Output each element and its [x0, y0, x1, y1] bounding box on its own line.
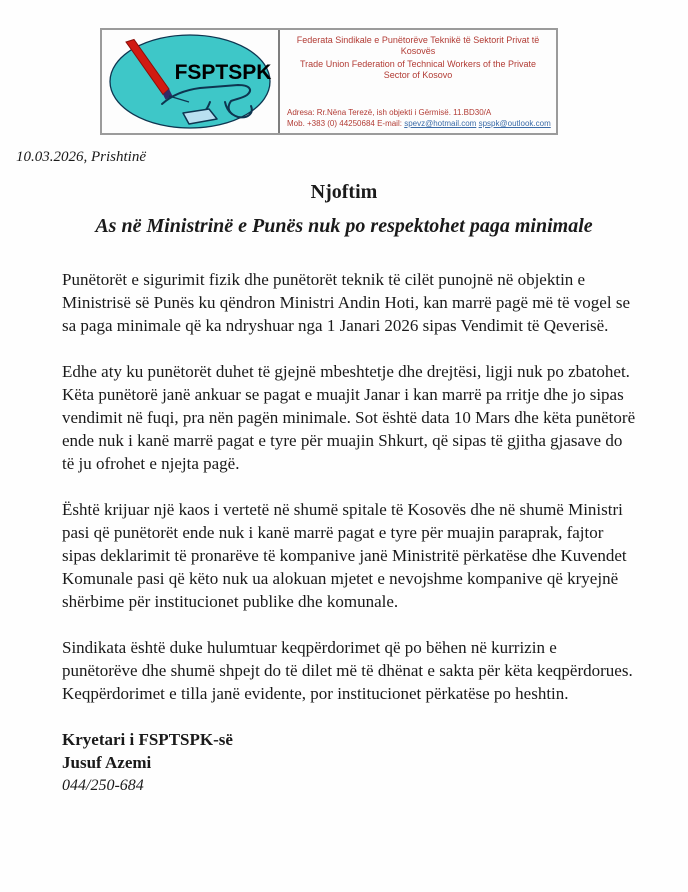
- mobile-email-prefix: Mob. +383 (0) 44250684 E-mail:: [287, 118, 402, 128]
- logo-wordmark: FSPTSPK: [174, 61, 272, 84]
- signature-role: Kryetari i FSPTSPK-së: [62, 730, 233, 749]
- letterhead: [100, 28, 558, 135]
- org-name-albanian: Federata Sindikale e Punëtorëve Teknikë të Sektorit Privat të Kosovës: [296, 35, 540, 57]
- date-line: 10.03.2026, Prishtinë: [16, 149, 146, 165]
- email-link-outlook[interactable]: spspk@outlook.com: [478, 118, 551, 128]
- document-subtitle: As në Ministrinë e Punës nuk po respektohet paga minimale: [95, 215, 593, 237]
- document-body: [62, 268, 636, 705]
- org-name-english: Trade Union Federation of Technical Workers of the Private Sector of Kosovo: [300, 58, 536, 80]
- email-link-hotmail[interactable]: spevz@hotmail.com: [404, 118, 477, 128]
- document-title: Njoftim: [310, 181, 378, 203]
- body-paragraph: Sindikata është duke hulumtuar keqpërdorimet që po bëhen në kurrizin e punëtorëve dhe shumë shpejt do të dilet më të dhënat e sakta për këta keqpërdorues. Keqpërdorimet e tilla janë evidente, por institucionet përkatëse po heshtin.: [62, 638, 633, 703]
- contact-block: [287, 108, 551, 129]
- body-paragraph: Edhe aty ku punëtorët duhet të gjejnë mbeshtetje dhe drejtësi, ligji nuk po zbatohet. Këta punëtorë janë ankuar se pagat e muajit Janar i kan marrë pa rritje dhe jo sipas vendimit në fuqi, pra nën pagën minimale. Sot është data 10 Mars dhe këta punëtorë ende nuk i kanë marrë pagat e tyre për muajin Shkurt, që sipas të gjitha gjasave do të ju ofrohet e njejta pagë.: [62, 362, 636, 473]
- contact-line: [287, 119, 551, 129]
- address-line: Adresa: Rr.Nëna Terezë, ish objekti i Gërmisë. 11.BD30/A: [287, 108, 492, 118]
- letterhead-info-cell: [280, 30, 556, 133]
- fsptspk-logo: [105, 32, 275, 131]
- body-paragraph: Punëtorët e sigurimit fizik dhe punëtorët teknik të cilët punojnë në objektin e Ministrisë së Punës ku qëndron Ministri Andin Hoti, kan marrë pagë më të vogel se sa paga minimale që ka ndryshuar nga 1 Janari 2026 sipas Vendimit të Qeverisë.: [62, 270, 630, 335]
- org-names: [280, 30, 556, 81]
- body-paragraph: Është krijuar një kaos i vertetë në shumë spitale të Kosovës dhe në shumë Ministri pasi që punëtorët ende nuk i kanë marrë pagat e tyre për muajin paraprak, fajtor sipas deklarimit të pronarëve të kompanive janë Ministritë përkatëse dhe Kuvendet Komunale pasi që këto nuk ua alokuan mjetet e nevojshme kompanive që kryejnë shërbime për institucionet publike dhe komunale.: [62, 500, 627, 611]
- signature-name: Jusuf Azemi: [62, 753, 152, 772]
- signature-phone: 044/250-684: [62, 777, 144, 794]
- logo-cell: [102, 30, 280, 133]
- signature-block: [62, 728, 688, 797]
